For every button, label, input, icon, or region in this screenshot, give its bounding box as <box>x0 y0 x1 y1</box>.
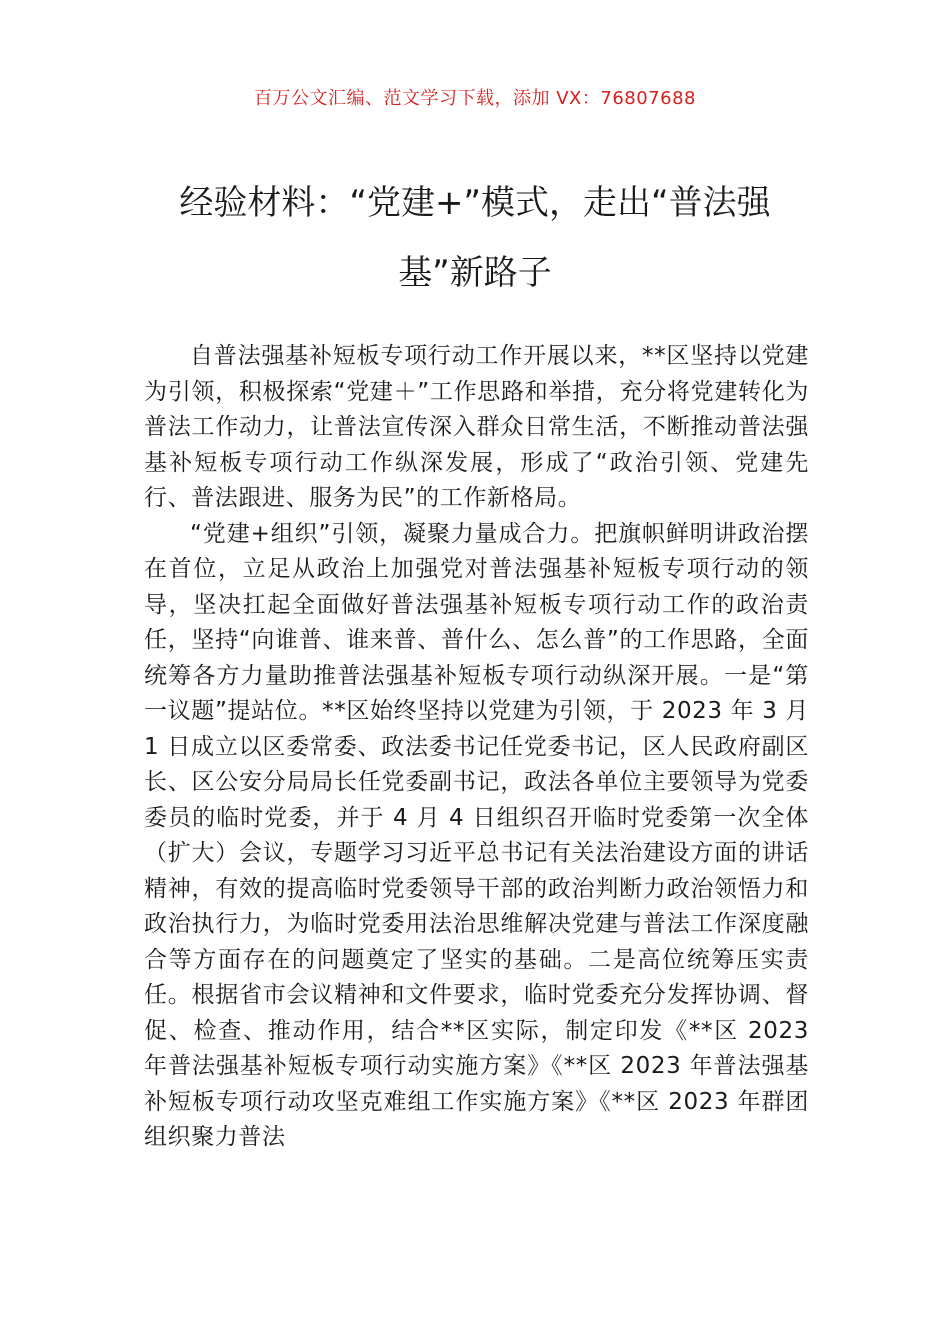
watermark-banner: 百万公文汇编、范文学习下载，添加 VX：76807688 <box>254 88 696 109</box>
paragraph-intro: 自普法强基补短板专项行动工作开展以来，**区坚持以党建为引领，积极探索“党建＋”工作思路和举措，充分将党建转化为普法工作动力，让普法宣传深入群众日常生活，不断推动普法强基补短板专项行动工作纵深发展，形成了“政治引领、党建先行、普法跟进、服务为民”的工作新格局。 <box>144 343 809 511</box>
document-body <box>144 339 809 1156</box>
paragraph-party-organization: “党建+组织”引领，凝聚力量成合力。把旗帜鲜明讲政治摆在首位，立足从政治上加强党对普法强基补短板专项行动的领导，坚决扛起全面做好普法强基补短板专项行动工作的政治责任，坚持“向谁普、谁来普、普什么、怎么普”的工作思路，全面统筹各方力量助推普法强基补短板专项行动纵深开展。一是“第一议题”提站位。**区始终坚持以党建为引领，于 2023 年 3 月 1 日成立以区委常委、政法委书记任党委书记，区人民政府副区长、区公安分局局长任党委副书记，政法各单位主要领导为党委委员的临时党委，并于 4 月 4 日组织召开临时党委第一次全体（扩大）会议，专题学习习近平总书记有关法治建设方面的讲话精神，有效的提高临时党委领导干部的政治判断力政治领悟力和政治执行力，为临时党委用法治思维解决党建与普法工作深度融合等方面存在的问题奠定了坚实的基础。二是高位统筹压实责任。根据省市会议精神和文件要求，临时党委充分发挥协调、督促、检查、推动作用，结合**区实际，制定印发《**区 2023 年普法强基补短板专项行动实施方案》《**区 2023 年普法强基补短板专项行动攻坚克难组工作实施方案》《**区 2023 年群团组织聚力普法 <box>144 520 809 1150</box>
document-title: 经验材料：“党建+”模式，走出“普法强基”新路子 <box>179 183 771 293</box>
